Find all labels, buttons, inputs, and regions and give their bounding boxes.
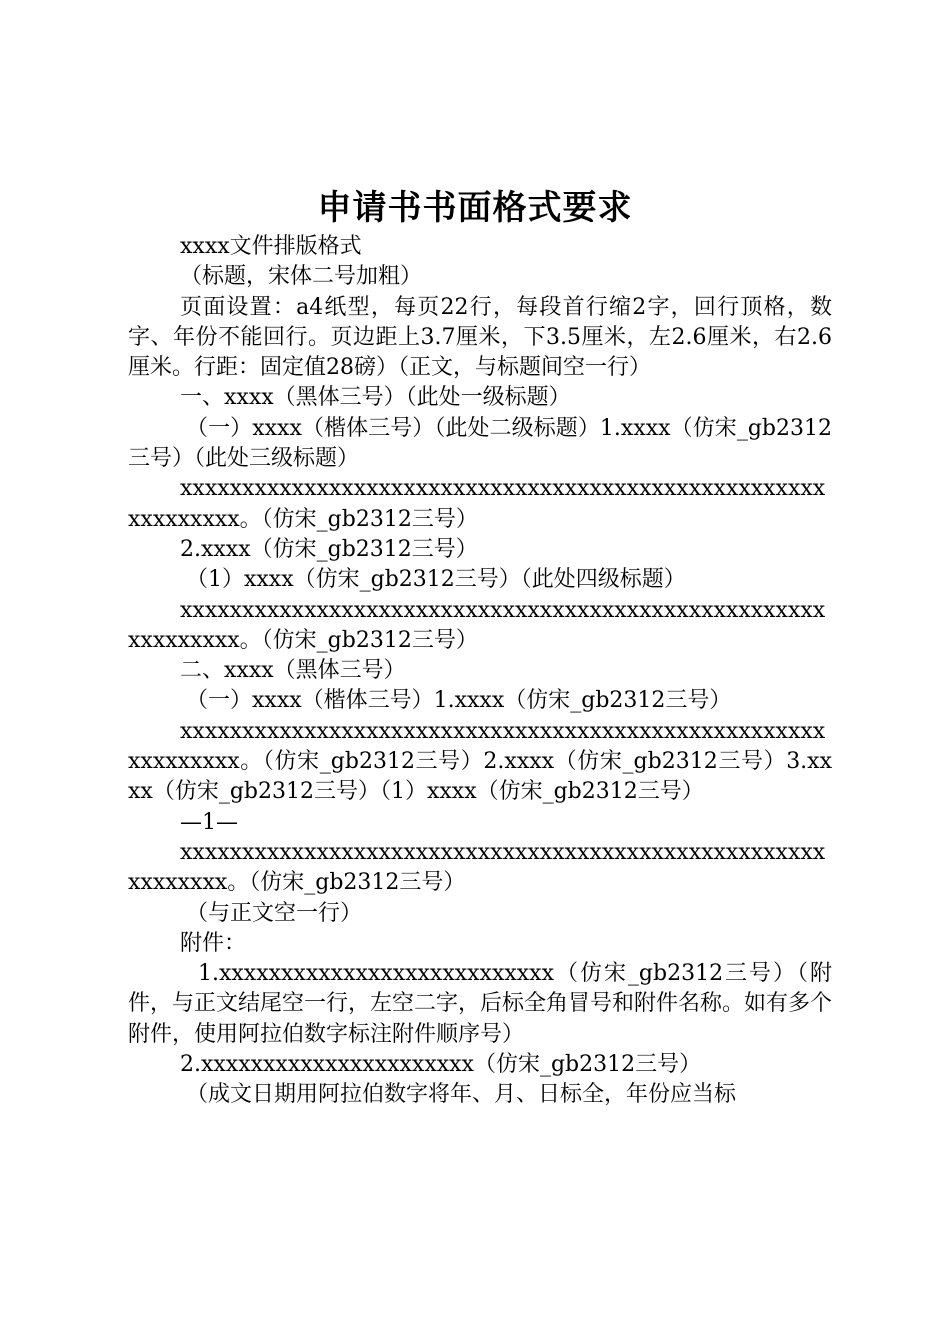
paragraph-layout-heading: xxxx文件排版格式	[180, 234, 362, 259]
page-number: —1—	[180, 809, 238, 835]
paragraph-body-text: xxxxxxxxxxxxxxxxxxxxxxxxxxxxxxxxxxxxxxxxxxxxxxxxxxxxxxxxxxxxx。（仿宋_gb2312三号）	[128, 476, 826, 532]
paragraph-level2-heading: （一）xxxx（楷体三号）1.xxxx（仿宋_gb2312三号）	[186, 688, 732, 714]
paragraph-title-note: （标题，宋体二号加粗）	[180, 264, 423, 290]
document-title: 申请书书面格式要求	[317, 188, 633, 228]
paragraph-level4-heading: （1）xxxx（仿宋_gb2312三号）（此处四级标题）	[186, 567, 686, 593]
paragraph-level1-heading: 一、xxxx（黑体三号）（此处一级标题）	[180, 385, 571, 411]
document-body	[128, 232, 832, 1111]
paragraph-attachment-item: 2.xxxxxxxxxxxxxxxxxxxxxx（仿宋_gb2312三号）	[180, 1052, 702, 1078]
paragraph-body-text: xxxxxxxxxxxxxxxxxxxxxxxxxxxxxxxxxxxxxxxxxxxxxxxxxxxxxxxxxxxxx。（仿宋_gb2312三号）	[128, 597, 826, 653]
paragraph-level3-item: 2.xxxx（仿宋_gb2312三号）	[180, 536, 478, 562]
paragraph-level2-heading: （一）xxxx（楷体三号）（此处二级标题）1.xxxx（仿宋_gb2312三号）（此处三级标题）	[128, 415, 832, 472]
paragraph-body-text: xxxxxxxxxxxxxxxxxxxxxxxxxxxxxxxxxxxxxxxxxxxxxxxxxxxxxxxxxxxxx。（仿宋_gb2312三号）2.xxxx（仿宋_gb2312三号）3.xxxx（仿宋_gb2312三号）（1）xxxx（仿宋_gb2312三号）	[128, 718, 832, 805]
paragraph-date-note: （成文日期用阿拉伯数字将年、月、日标全，年份应当标	[186, 1082, 737, 1108]
paragraph-level1-heading: 二、xxxx（黑体三号）	[180, 658, 406, 684]
paragraph-page-setup: 页面设置：a4纸型，每页22行，每段首行缩2字，回行顶格，数字、年份不能回行。页边距上3.7厘米，下3.5厘米，左2.6厘米，右2.6厘米。行距：固定值28磅）（正文，与标题间空一行）	[128, 294, 832, 381]
paragraph-blank-line-note: （与正文空一行）	[186, 900, 363, 926]
paragraph-body-text: xxxxxxxxxxxxxxxxxxxxxxxxxxxxxxxxxxxxxxxxxxxxxxxxxxxxxxxxxxxx。（仿宋_gb2312三号）	[128, 839, 826, 896]
paragraph-attachments-label: 附件：	[180, 930, 247, 956]
paragraph-attachment-item: 1.xxxxxxxxxxxxxxxxxxxxxxxxxxx（仿宋_gb2312三号）（附件，与正文结尾空一行，左空二字，后标全角冒号和附件名称。如有多个附件，使用阿拉伯数字标注附件顺序号）	[128, 961, 833, 1047]
